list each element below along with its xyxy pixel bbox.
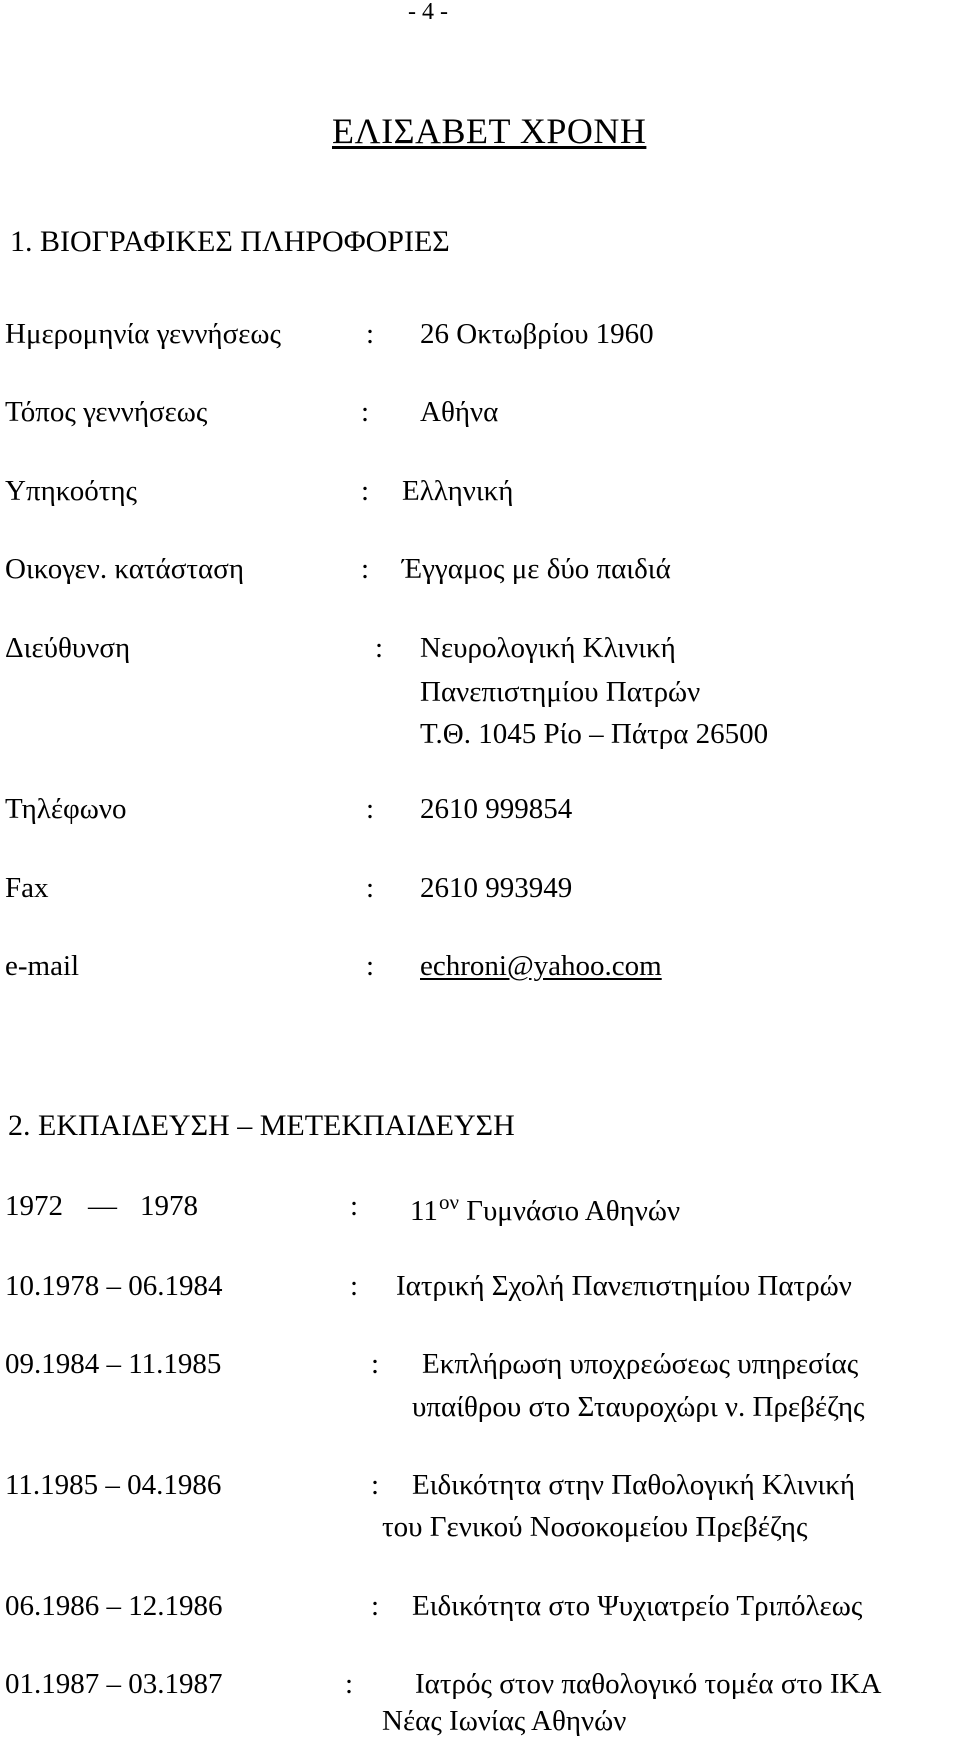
- colon: :: [371, 1469, 380, 1501]
- colon: :: [366, 950, 375, 982]
- colon: :: [345, 1668, 354, 1700]
- education-value-gymnasium: [410, 1192, 680, 1226]
- value-address-line-3: Τ.Θ. 1045 Ρίο – Πάτρα 26500: [420, 718, 769, 750]
- colon: :: [371, 1590, 380, 1622]
- value-phone: 2610 999854: [420, 793, 573, 825]
- value-rest: Γυμνάσιο Αθηνών: [458, 1195, 681, 1227]
- value-marital-status: Έγγαμος με δύο παιδιά: [402, 553, 671, 585]
- period-end: 1978: [140, 1190, 198, 1222]
- value-email-link[interactable]: echroni@yahoo.com: [420, 950, 662, 982]
- education-value-line-1: Εκπλήρωση υποχρεώσεως υπηρεσίας: [422, 1348, 859, 1380]
- education-value-line-2: υπαίθρου στο Σταυροχώρι ν. Πρεβέζης: [412, 1391, 865, 1423]
- education-period: 01.1987 – 03.1987: [5, 1668, 223, 1700]
- colon: :: [350, 1270, 359, 1302]
- value-address-line-1: Νευρολογική Κλινική: [420, 632, 676, 664]
- education-value-line-2: Νέας Ιωνίας Αθηνών: [382, 1705, 627, 1737]
- education-value: Ειδικότητα στο Ψυχιατρείο Τριπόλεως: [412, 1590, 863, 1622]
- value-birth-date: 26 Οκτωβρίου 1960: [420, 318, 654, 350]
- colon: :: [366, 793, 375, 825]
- colon: :: [371, 1348, 380, 1380]
- label-marital-status: Οικογεν. κατάσταση: [5, 553, 245, 585]
- value-fax: 2610 993949: [420, 872, 573, 904]
- period-dash: —: [88, 1190, 117, 1222]
- education-value-line-1: Ειδικότητα στην Παθολογική Κλινική: [412, 1469, 856, 1501]
- education-period: 10.1978 – 06.1984: [5, 1270, 223, 1302]
- colon: :: [361, 396, 370, 428]
- colon: :: [366, 872, 375, 904]
- label-fax: Fax: [5, 872, 49, 904]
- label-phone: Τηλέφωνο: [5, 793, 127, 825]
- label-nationality: Υπηκοότης: [5, 475, 138, 507]
- section-heading-education: 2. ΕΚΠΑΙΔΕΥΣΗ – ΜΕΤΕΚΠΑΙΔΕΥΣΗ: [8, 1109, 515, 1142]
- value-main: 11: [410, 1195, 438, 1227]
- colon: :: [361, 475, 370, 507]
- label-birth-date: Ημερομηνία γεννήσεως: [5, 318, 281, 350]
- education-period: 09.1984 – 11.1985: [5, 1348, 222, 1380]
- document-title: ΕΛΙΣΑΒΕΤ ΧΡΟΝΗ: [332, 111, 647, 151]
- education-value: Ιατρική Σχολή Πανεπιστημίου Πατρών: [396, 1270, 852, 1302]
- page-number: - 4 -: [408, 0, 448, 25]
- colon: :: [350, 1190, 359, 1222]
- colon: :: [361, 553, 370, 585]
- section-heading-biographical: 1. ΒΙΟΓΡΑΦΙΚΕΣ ΠΛΗΡΟΦΟΡΙΕΣ: [10, 225, 450, 258]
- education-value-line-2: του Γενικού Νοσοκομείου Πρεβέζης: [382, 1511, 808, 1543]
- education-value-line-1: Ιατρός στον παθολογικό τομέα στο ΙΚΑ: [415, 1668, 882, 1700]
- value-address-line-2: Πανεπιστημίου Πατρών: [420, 676, 701, 708]
- colon: :: [366, 318, 375, 350]
- period-start: 1972: [5, 1190, 63, 1222]
- colon: :: [375, 632, 384, 664]
- education-period: 11.1985 – 04.1986: [5, 1469, 222, 1501]
- label-birth-place: Τόπος γεννήσεως: [5, 396, 208, 428]
- label-address: Διεύθυνση: [5, 632, 131, 664]
- label-email: e-mail: [5, 950, 80, 982]
- value-superscript: ον: [438, 1190, 459, 1214]
- value-birth-place: Αθήνα: [420, 396, 499, 428]
- education-period: 06.1986 – 12.1986: [5, 1590, 223, 1622]
- value-nationality: Ελληνική: [402, 475, 514, 507]
